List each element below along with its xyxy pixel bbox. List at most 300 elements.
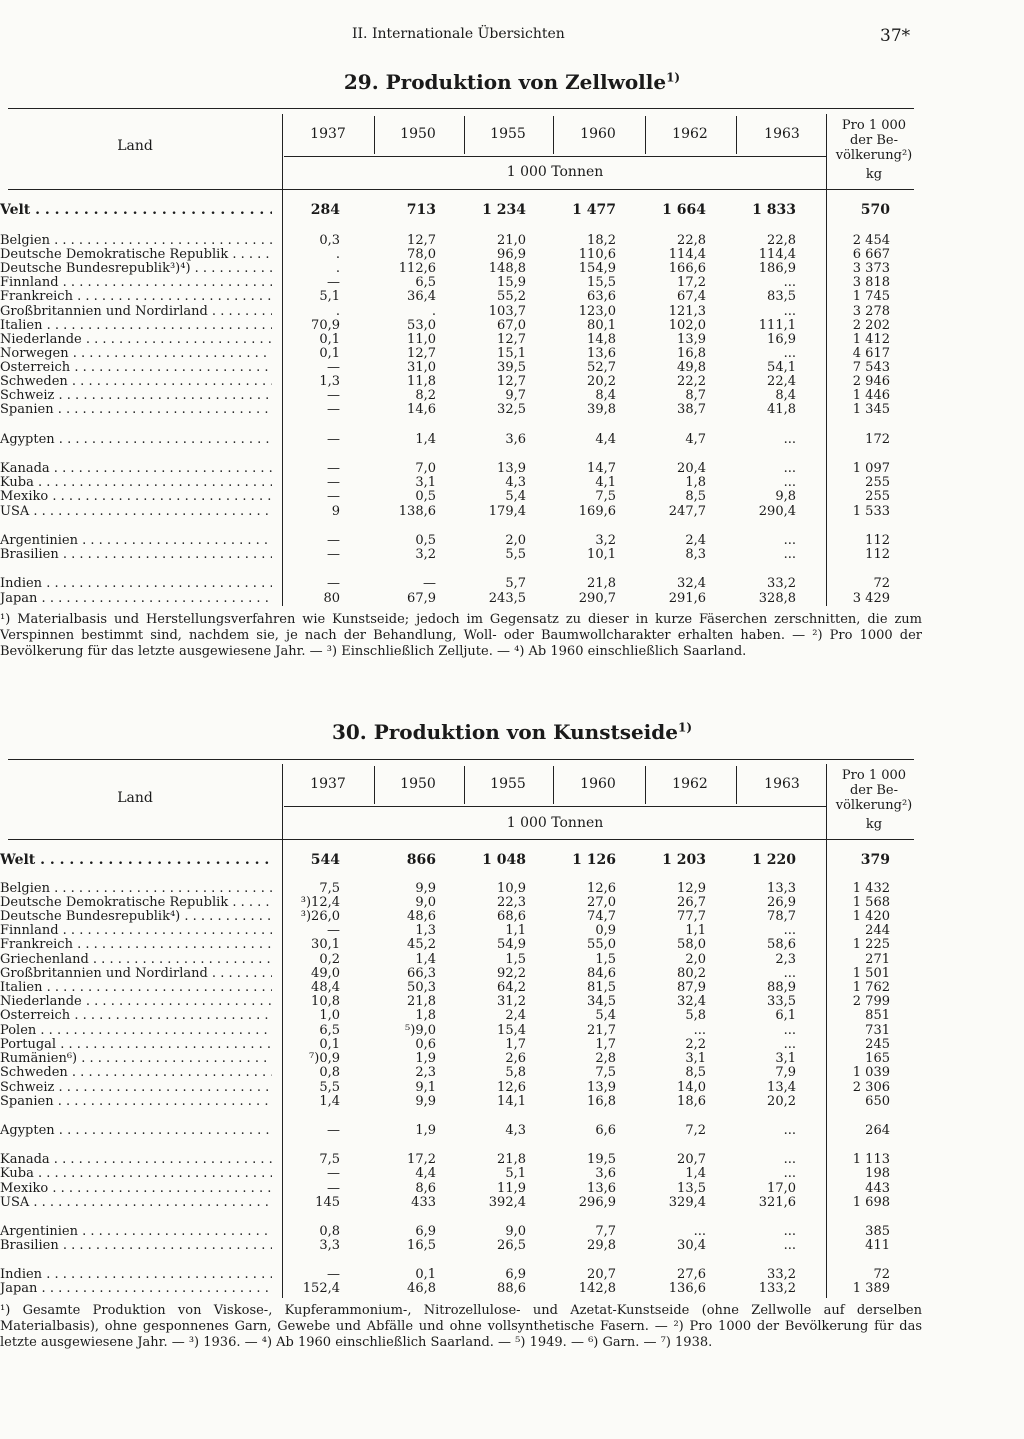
table-cell: 1 039 bbox=[852, 1065, 890, 1080]
table-cell: 13,3 bbox=[767, 881, 796, 896]
country-name: Mexiko . . . bbox=[0, 490, 272, 504]
country-name: Schweiz . . . bbox=[0, 389, 272, 403]
table-cell: 112,6 bbox=[398, 261, 436, 276]
table-cell: 33,2 bbox=[767, 576, 796, 591]
table-cell: 1 698 bbox=[852, 1195, 890, 1210]
table-cell: 77,7 bbox=[677, 909, 706, 924]
table-cell: 39,5 bbox=[497, 360, 526, 375]
table-cell: 2 202 bbox=[852, 318, 890, 333]
column-rule bbox=[736, 116, 737, 154]
table-cell: 3,6 bbox=[505, 432, 526, 447]
table-29-title bbox=[0, 70, 1024, 94]
table-row bbox=[0, 1225, 914, 1239]
table-cell: 247,7 bbox=[668, 504, 706, 519]
table-cell: 1 389 bbox=[852, 1281, 890, 1296]
table-cell: 110,6 bbox=[578, 247, 616, 262]
country-name: Deutsche Bundesrepublik⁴) . . . bbox=[0, 910, 272, 924]
table-row bbox=[0, 476, 914, 490]
year-header: 1955 bbox=[490, 776, 526, 792]
table-cell: 84,6 bbox=[587, 966, 616, 981]
country-name: Norwegen . . . bbox=[0, 347, 272, 361]
table-cell: 1,3 bbox=[415, 923, 436, 938]
table-cell: 83,5 bbox=[767, 289, 796, 304]
table-cell: 112 bbox=[865, 533, 890, 548]
table-cell: 136,6 bbox=[668, 1281, 706, 1296]
table-cell: 284 bbox=[310, 202, 340, 218]
table-cell: 0,1 bbox=[319, 346, 340, 361]
table-cell: 290,7 bbox=[578, 591, 616, 606]
table-row bbox=[0, 290, 914, 304]
table-cell: 70,9 bbox=[311, 318, 340, 333]
table-cell: 3,1 bbox=[775, 1051, 796, 1066]
table-cell: 9,8 bbox=[775, 489, 796, 504]
table-cell: 13,9 bbox=[677, 332, 706, 347]
table-cell: 48,4 bbox=[311, 980, 340, 995]
table-cell: — bbox=[327, 461, 340, 476]
table-cell: 243,5 bbox=[488, 591, 526, 606]
table-cell: 45,2 bbox=[407, 937, 436, 952]
table-cell: 34,5 bbox=[587, 994, 616, 1009]
table-cell: 1,4 bbox=[685, 1166, 706, 1181]
table-cell: 80 bbox=[323, 591, 340, 606]
table-cell: 10,9 bbox=[497, 881, 526, 896]
table-29-footnote: ¹) Materialbasis und Herstellungsverfahren wie Kunstseide; jedoch im Gegensatz zu dieser in kurze Fäserchen zerschnitten, die zum Verspinnen bestimmt sind, nachdem sie, je nach der Behandlung, Woll- oder Baumwollcharakter erhalten haben. — ²) Pro 1000 der Bevölkerung für das letzte ausgewiesene Jahr. — ³) Einschließlich Zelljute. — ⁴) Ab 1960 einschließlich Saarland. bbox=[0, 612, 922, 659]
table-row bbox=[0, 924, 914, 938]
table-cell: 1 126 bbox=[572, 852, 616, 868]
table-cell: ³)12,4 bbox=[300, 895, 340, 910]
table-cell: 3,1 bbox=[685, 1051, 706, 1066]
table-cell: 112 bbox=[865, 547, 890, 562]
table-cell: 72 bbox=[873, 576, 890, 591]
table-cell: — bbox=[327, 432, 340, 447]
table-cell: 169,6 bbox=[578, 504, 616, 519]
table-row bbox=[0, 953, 914, 967]
table-cell: — bbox=[423, 576, 436, 591]
table-cell: 1,9 bbox=[415, 1051, 436, 1066]
column-rule bbox=[553, 766, 554, 804]
table-cell: 6,9 bbox=[505, 1267, 526, 1282]
table-cell: 7,5 bbox=[595, 1065, 616, 1080]
table-cell: 48,6 bbox=[407, 909, 436, 924]
country-name: Ägypten . . . bbox=[0, 433, 272, 447]
country-name: Indien . . . bbox=[0, 1268, 272, 1282]
country-name: Deutsche Demokratische Republik . . . bbox=[0, 248, 272, 262]
table-cell: ... bbox=[783, 461, 796, 476]
country-name: Frankreich . . . bbox=[0, 938, 272, 952]
table-cell: 50,3 bbox=[407, 980, 436, 995]
table-cell: 58,0 bbox=[677, 937, 706, 952]
country-name: Ägypten . . . bbox=[0, 1124, 272, 1138]
table-cell: 7,7 bbox=[595, 1224, 616, 1239]
table-cell: ³)26,0 bbox=[300, 909, 340, 924]
table-cell: 1,4 bbox=[415, 952, 436, 967]
table-cell: 80,1 bbox=[587, 318, 616, 333]
table-cell: 53,0 bbox=[407, 318, 436, 333]
table-cell: 19,5 bbox=[587, 1152, 616, 1167]
table-cell: 5,4 bbox=[595, 1008, 616, 1023]
table-cell: 21,8 bbox=[407, 994, 436, 1009]
table-cell: 866 bbox=[406, 852, 436, 868]
table-cell: 18,2 bbox=[587, 233, 616, 248]
table-cell: 9,9 bbox=[415, 881, 436, 896]
table-cell: 172 bbox=[865, 432, 890, 447]
country-name: Japan . . . bbox=[0, 1282, 272, 1296]
table-cell: 1 097 bbox=[852, 461, 890, 476]
table-cell: 88,6 bbox=[497, 1281, 526, 1296]
table-cell: 13,5 bbox=[677, 1181, 706, 1196]
per-capita-header bbox=[828, 768, 920, 832]
table-row bbox=[0, 1268, 914, 1282]
country-name: Österreich . . . bbox=[0, 1009, 272, 1023]
table-cell: 4,3 bbox=[505, 475, 526, 490]
table-cell: 27,0 bbox=[587, 895, 616, 910]
table-cell: 2 799 bbox=[852, 994, 890, 1009]
table-cell: 650 bbox=[865, 1094, 890, 1109]
per-capita-header-line: völkerung²) bbox=[835, 148, 913, 163]
table-cell: 11,8 bbox=[407, 374, 436, 389]
table-cell: 15,9 bbox=[497, 275, 526, 290]
table-row bbox=[0, 592, 914, 606]
table-cell: 12,6 bbox=[497, 1080, 526, 1095]
table-cell: 38,7 bbox=[677, 402, 706, 417]
table-cell: 13,9 bbox=[587, 1080, 616, 1095]
table-cell: 296,9 bbox=[578, 1195, 616, 1210]
table-cell: 21,0 bbox=[497, 233, 526, 248]
country-name: Niederlande . . . bbox=[0, 333, 272, 347]
table-cell: 411 bbox=[865, 1238, 890, 1253]
table-cell: 81,5 bbox=[587, 980, 616, 995]
table-cell: 264 bbox=[865, 1123, 890, 1138]
table-cell: 13,4 bbox=[767, 1080, 796, 1095]
table-cell: 154,9 bbox=[578, 261, 616, 276]
table-cell: 11,9 bbox=[497, 1181, 526, 1196]
table-cell: 186,9 bbox=[758, 261, 796, 276]
table-cell: 1,8 bbox=[685, 475, 706, 490]
table-cell: 17,2 bbox=[677, 275, 706, 290]
table-cell: 14,1 bbox=[497, 1094, 526, 1109]
table-row bbox=[0, 853, 914, 869]
section-title: II. Internationale Übersichten bbox=[352, 26, 565, 42]
table-cell: 17,0 bbox=[767, 1181, 796, 1196]
country-name: Niederlande . . . bbox=[0, 995, 272, 1009]
table-cell: ... bbox=[783, 1037, 796, 1052]
table-cell: — bbox=[327, 402, 340, 417]
table-cell: 13,6 bbox=[587, 1181, 616, 1196]
table-cell: 39,8 bbox=[587, 402, 616, 417]
table-cell: 78,7 bbox=[767, 909, 796, 924]
table-cell: 1,1 bbox=[505, 923, 526, 938]
table-cell: 165 bbox=[865, 1051, 890, 1066]
table-cell: 55,2 bbox=[497, 289, 526, 304]
table-cell: 8,2 bbox=[415, 388, 436, 403]
table-cell: 731 bbox=[865, 1023, 890, 1038]
table-cell: 26,9 bbox=[767, 895, 796, 910]
table-row bbox=[0, 896, 914, 910]
table-cell: 7,5 bbox=[595, 489, 616, 504]
table-cell: 18,6 bbox=[677, 1094, 706, 1109]
table-cell: 8,5 bbox=[685, 1065, 706, 1080]
table-row bbox=[0, 1024, 914, 1038]
column-rule bbox=[464, 766, 465, 804]
table-cell: 9,9 bbox=[415, 1094, 436, 1109]
table-cell: 291,6 bbox=[668, 591, 706, 606]
table-cell: 22,8 bbox=[677, 233, 706, 248]
country-name: Belgien . . . bbox=[0, 234, 272, 248]
table-cell: 1,5 bbox=[595, 952, 616, 967]
table-cell: 7 543 bbox=[852, 360, 890, 375]
table-cell: 30,1 bbox=[311, 937, 340, 952]
country-name: Finnland . . . bbox=[0, 924, 272, 938]
table-cell: 31,2 bbox=[497, 994, 526, 1009]
table-row bbox=[0, 375, 914, 389]
table-cell: — bbox=[327, 475, 340, 490]
table-cell: 52,7 bbox=[587, 360, 616, 375]
table-cell: ... bbox=[783, 304, 796, 319]
table-cell: 58,6 bbox=[767, 937, 796, 952]
table-cell: 5,1 bbox=[505, 1166, 526, 1181]
table-row bbox=[0, 1239, 914, 1253]
table-cell: 14,0 bbox=[677, 1080, 706, 1095]
table-cell: 1,4 bbox=[319, 1094, 340, 1109]
year-header: 1960 bbox=[580, 126, 616, 142]
table-rule bbox=[284, 156, 826, 157]
country-name: Deutsche Demokratische Republik . . . bbox=[0, 896, 272, 910]
country-name: Kuba . . . bbox=[0, 1167, 272, 1181]
table-cell: 96,9 bbox=[497, 247, 526, 262]
table-row bbox=[0, 1052, 914, 1066]
table-30-title bbox=[0, 720, 1024, 744]
table-cell: 385 bbox=[865, 1224, 890, 1239]
table-cell: 9,1 bbox=[415, 1080, 436, 1095]
table-cell: ... bbox=[783, 923, 796, 938]
table-cell: 7,2 bbox=[685, 1123, 706, 1138]
table-cell: 22,8 bbox=[767, 233, 796, 248]
table-cell: 271 bbox=[865, 952, 890, 967]
table-cell: 12,7 bbox=[497, 374, 526, 389]
unit-header: 1 000 Tonnen bbox=[506, 164, 604, 180]
table-cell: 74,7 bbox=[587, 909, 616, 924]
table-cell: . bbox=[335, 304, 340, 319]
table-cell: 1 420 bbox=[852, 909, 890, 924]
country-name: Italien . . . bbox=[0, 981, 272, 995]
table-cell: 111,1 bbox=[758, 318, 796, 333]
table-cell: 4,4 bbox=[595, 432, 616, 447]
table-cell: 9,0 bbox=[505, 1224, 526, 1239]
table-row bbox=[0, 319, 914, 333]
table-cell: 15,5 bbox=[587, 275, 616, 290]
table-cell: 54,9 bbox=[497, 937, 526, 952]
year-header: 1960 bbox=[580, 776, 616, 792]
table-cell: 9 bbox=[331, 504, 340, 519]
table-cell: 1 113 bbox=[852, 1152, 890, 1167]
table-row bbox=[0, 1009, 914, 1023]
table-cell: 1 664 bbox=[662, 202, 706, 218]
table-cell: 114,4 bbox=[668, 247, 706, 262]
table-cell: 32,4 bbox=[677, 576, 706, 591]
table-cell: 54,1 bbox=[767, 360, 796, 375]
table-cell: 55,0 bbox=[587, 937, 616, 952]
table-row bbox=[0, 1095, 914, 1109]
column-rule bbox=[464, 116, 465, 154]
table-cell: 544 bbox=[310, 852, 340, 868]
table-row bbox=[0, 433, 914, 447]
country-name: Großbritannien und Nordirland . . . bbox=[0, 305, 272, 319]
table-cell: 3,2 bbox=[415, 547, 436, 562]
table-row bbox=[0, 534, 914, 548]
table-cell: 20,7 bbox=[587, 1267, 616, 1282]
table-cell: 6,1 bbox=[775, 1008, 796, 1023]
table-cell: 4,3 bbox=[505, 1123, 526, 1138]
table-rule bbox=[8, 759, 914, 760]
table-rule bbox=[8, 108, 914, 109]
table-cell: 5,5 bbox=[319, 1080, 340, 1095]
table-cell: 1,5 bbox=[505, 952, 526, 967]
table-cell: — bbox=[327, 489, 340, 504]
table-cell: 16,9 bbox=[767, 332, 796, 347]
table-cell: 255 bbox=[865, 475, 890, 490]
table-row bbox=[0, 234, 914, 248]
country-name: Frankreich . . . bbox=[0, 290, 272, 304]
table-row bbox=[0, 347, 914, 361]
table-cell: 3 818 bbox=[852, 275, 890, 290]
column-rule bbox=[374, 116, 375, 154]
table-cell: 5,5 bbox=[505, 547, 526, 562]
table-cell: 2 306 bbox=[852, 1080, 890, 1095]
table-30-footnote: ¹) Gesamte Produktion von Viskose-, Kupferammonium-, Nitrozellulose- und Azetat-Kunstseide (ohne Zellwolle auf derselben Materialbasis), ohne gesponnenes Garn, Gewebe und Abfälle und ohne vollsynthetische Fasern. — ²) Pro 1000 der Bevölkerung für das letzte ausgewiesene Jahr. — ³) 1936. — ⁴) Ab 1960 einschließlich Saarland. — ⁵) 1949. — ⁶) Garn. — ⁷) 1938. bbox=[0, 1303, 922, 1350]
table-cell: 13,6 bbox=[587, 346, 616, 361]
table-cell: 12,7 bbox=[407, 346, 436, 361]
country-name: Schweden . . . bbox=[0, 375, 272, 389]
table-cell: ... bbox=[693, 1023, 706, 1038]
table-cell: 3,1 bbox=[415, 475, 436, 490]
table-cell: 32,4 bbox=[677, 994, 706, 1009]
table-cell: 80,2 bbox=[677, 966, 706, 981]
country-name: Finnland . . . bbox=[0, 276, 272, 290]
country-name: USA . . . bbox=[0, 1196, 272, 1210]
table-cell: 29,8 bbox=[587, 1238, 616, 1253]
table-cell: ... bbox=[783, 1152, 796, 1167]
table-cell: 1,7 bbox=[505, 1037, 526, 1052]
table-cell: ... bbox=[783, 346, 796, 361]
table-cell: 0,5 bbox=[415, 489, 436, 504]
table-cell: 1 762 bbox=[852, 980, 890, 995]
table-rule bbox=[8, 839, 914, 840]
per-capita-header-unit: kg bbox=[865, 817, 883, 832]
table-cell: 68,6 bbox=[497, 909, 526, 924]
table-row bbox=[0, 1081, 914, 1095]
country-name: Kanada . . . bbox=[0, 1153, 272, 1167]
table-cell: 10,1 bbox=[587, 547, 616, 562]
table-cell: 1 220 bbox=[752, 852, 796, 868]
table-rule bbox=[284, 806, 826, 807]
table-cell: 6,9 bbox=[415, 1224, 436, 1239]
table-cell: 63,6 bbox=[587, 289, 616, 304]
year-header: 1963 bbox=[764, 776, 800, 792]
table-cell: 1 833 bbox=[752, 202, 796, 218]
table-cell: — bbox=[327, 576, 340, 591]
table-cell: 12,7 bbox=[497, 332, 526, 347]
table-row bbox=[0, 403, 914, 417]
table-cell: — bbox=[327, 360, 340, 375]
page-number: 37* bbox=[880, 26, 911, 46]
land-header: Land bbox=[117, 138, 153, 154]
per-capita-header-line: der Be- bbox=[849, 783, 898, 798]
table-cell: 290,4 bbox=[758, 504, 796, 519]
country-name: Argentinien . . . bbox=[0, 534, 272, 548]
table-cell: 8,7 bbox=[685, 388, 706, 403]
column-rule bbox=[553, 116, 554, 154]
table-cell: 1,8 bbox=[415, 1008, 436, 1023]
table-cell: 15,1 bbox=[497, 346, 526, 361]
country-name: Schweiz . . . bbox=[0, 1081, 272, 1095]
year-header: 1937 bbox=[310, 126, 346, 142]
table-cell: ... bbox=[783, 1166, 796, 1181]
table-cell: 12,6 bbox=[587, 881, 616, 896]
table-cell: 1 501 bbox=[852, 966, 890, 981]
table-row bbox=[0, 203, 914, 219]
table-cell: 0,1 bbox=[319, 332, 340, 347]
table-cell: ... bbox=[693, 1224, 706, 1239]
table-cell: 1,4 bbox=[415, 432, 436, 447]
table-cell: . bbox=[335, 247, 340, 262]
table-cell: 8,6 bbox=[415, 1181, 436, 1196]
table-cell: 0,1 bbox=[319, 1037, 340, 1052]
table-cell: 16,8 bbox=[677, 346, 706, 361]
year-header: 1955 bbox=[490, 126, 526, 142]
table-cell: 26,7 bbox=[677, 895, 706, 910]
table-cell: 26,5 bbox=[497, 1238, 526, 1253]
table-cell: 5,8 bbox=[505, 1065, 526, 1080]
table-cell: 17,2 bbox=[407, 1152, 436, 1167]
table-row bbox=[0, 1124, 914, 1138]
table-row bbox=[0, 276, 914, 290]
table-cell: 1 203 bbox=[662, 852, 706, 868]
table-row bbox=[0, 1182, 914, 1196]
country-name: Deutsche Bundesrepublik³)⁴) . . . bbox=[0, 262, 272, 276]
table-row bbox=[0, 361, 914, 375]
table-cell: 123,0 bbox=[578, 304, 616, 319]
table-cell: 152,4 bbox=[302, 1281, 340, 1296]
table-cell: 14,6 bbox=[407, 402, 436, 417]
table-cell: 1 745 bbox=[852, 289, 890, 304]
year-header: 1963 bbox=[764, 126, 800, 142]
table-row bbox=[0, 1066, 914, 1080]
table-cell: 9,0 bbox=[415, 895, 436, 910]
table-cell: 22,2 bbox=[677, 374, 706, 389]
table-cell: 1,7 bbox=[595, 1037, 616, 1052]
table-row bbox=[0, 1167, 914, 1181]
table-cell: 5,7 bbox=[505, 576, 526, 591]
table-cell: 1,1 bbox=[685, 923, 706, 938]
table-cell: 1 568 bbox=[852, 895, 890, 910]
table-cell: — bbox=[327, 1123, 340, 1138]
table-cell: 41,8 bbox=[767, 402, 796, 417]
table-cell: — bbox=[327, 1181, 340, 1196]
table-cell: ⁷)0,9 bbox=[309, 1051, 340, 1066]
table-cell: 7,5 bbox=[319, 1152, 340, 1167]
table-cell: 3 373 bbox=[852, 261, 890, 276]
table-cell: 1 533 bbox=[852, 504, 890, 519]
country-name: Mexiko . . . bbox=[0, 1182, 272, 1196]
country-name: Japan . . . bbox=[0, 592, 272, 606]
table-cell: 12,7 bbox=[407, 233, 436, 248]
table-cell: 16,5 bbox=[407, 1238, 436, 1253]
table-cell: 67,4 bbox=[677, 289, 706, 304]
table-cell: 3 429 bbox=[852, 591, 890, 606]
table-cell: 27,6 bbox=[677, 1267, 706, 1282]
table-30-title-footnote-mark: 1) bbox=[677, 720, 693, 735]
table-cell: 4,1 bbox=[595, 475, 616, 490]
